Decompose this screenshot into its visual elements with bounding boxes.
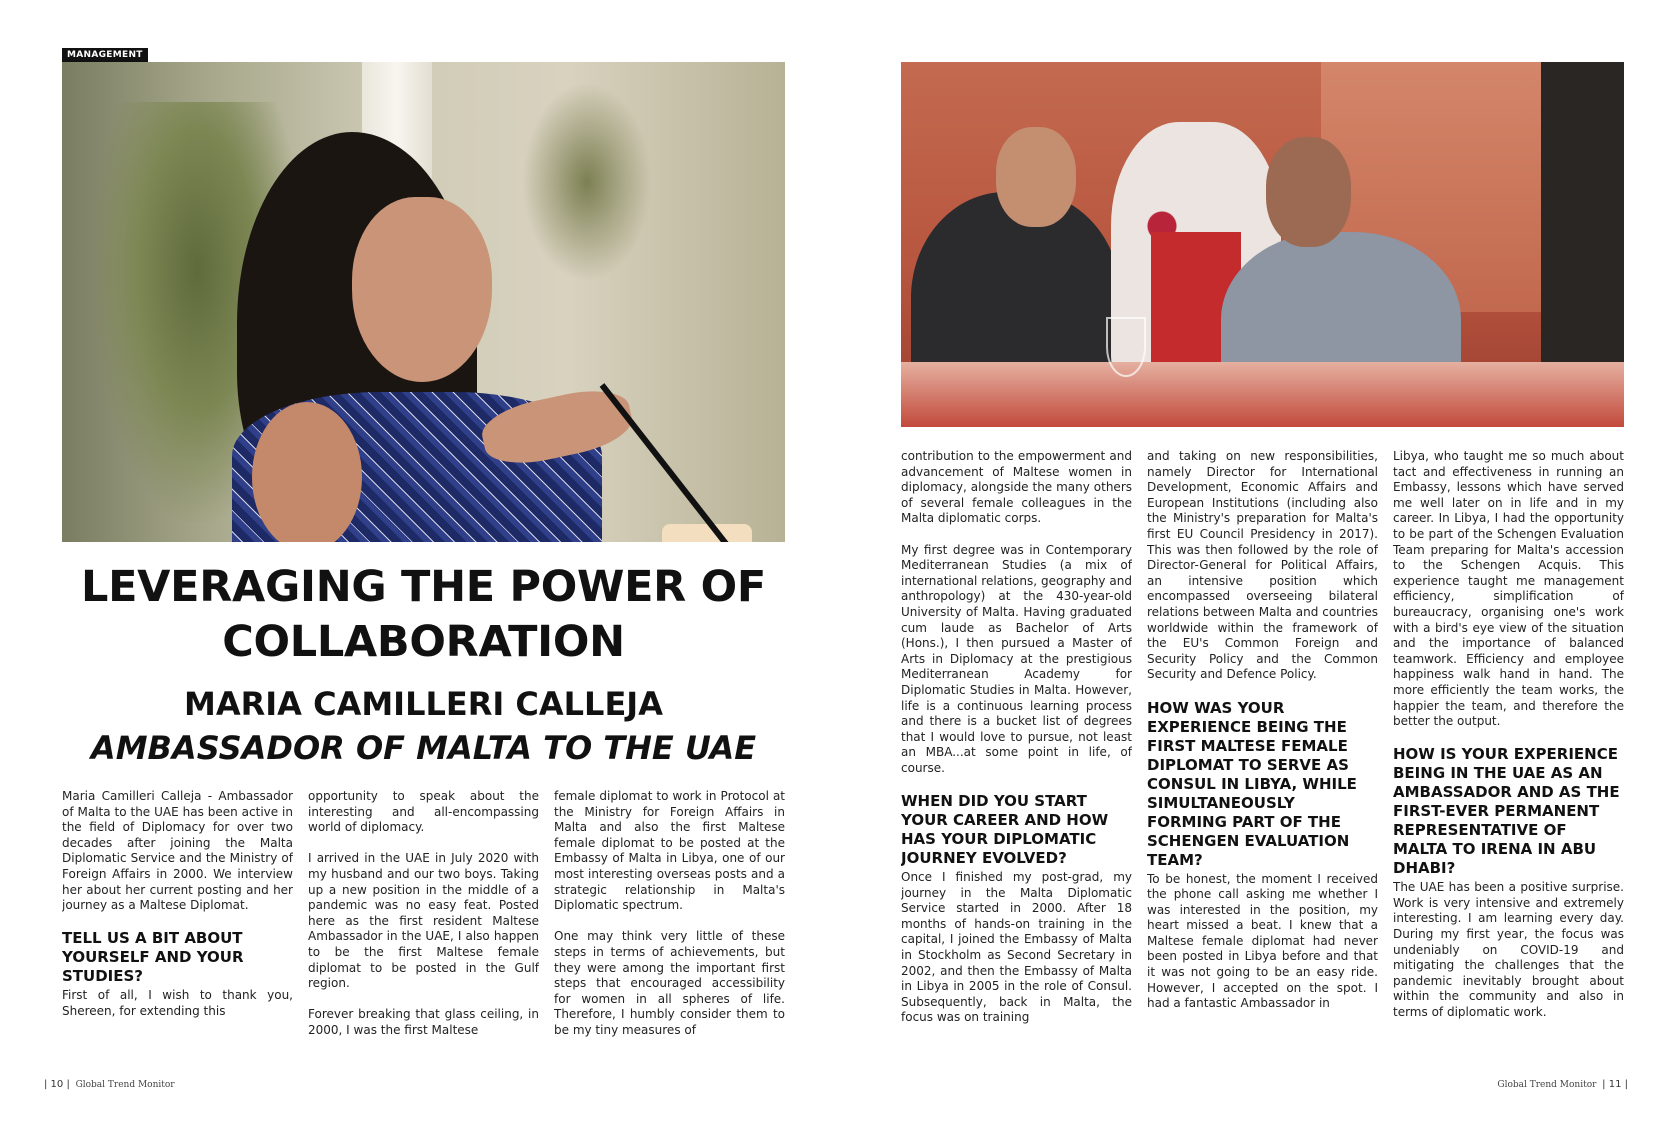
- ambassador-speaking-photo: [62, 62, 785, 542]
- publication-name: Global Trend Monitor: [1497, 1080, 1597, 1090]
- column-1: [62, 789, 293, 1045]
- article-headline: LEVERAGING THE POWER OF COLLABORATION: [80, 562, 766, 667]
- left-footer: [44, 1079, 175, 1090]
- body-paragraph: My first degree was in Contemporary Mediterranean Studies (a mix of international relations, geography and anthropology) at the 430-year-old University of Malta. Having graduated cum laude as Bachelor of Arts (Hons.), I then pursued a Master of Arts in Diplomacy at the prestigious Mediterranean Academy for Diplomatic Studies in Malta. However, life is a continuous learning process and there is a bucket list of degrees that I would love to pursue, not least an MBA...at some point in life, of course.: [901, 542, 1132, 775]
- publication-name: Global Trend Monitor: [75, 1080, 175, 1090]
- body-paragraph: Once I finished my post-grad, my journey in the Malta Diplomatic Service started in 2000. After 18 months of hands-on training in the capital, I joined the Embassy of Malta in Stockholm as Second Secretary in 2002, and then the Embassy of Malta in Libya in 2005 in the role of Consul. Subsequently, back in Malta, the focus was on training: [901, 870, 1132, 1025]
- dinner-meeting-photo: [901, 62, 1624, 427]
- column-2: [308, 789, 539, 1045]
- question-heading: TELL US A BIT ABOUT YOURSELF AND YOUR STUDIES?: [62, 929, 244, 986]
- question-heading: HOW IS YOUR EXPERIENCE BEING IN THE UAE AS AN AMBASSADOR AND AS THE FIRST-EVER PERMANENT REPRESENTATIVE OF MALTA TO IRENA IN ABU DHABI?: [1393, 745, 1620, 878]
- body-paragraph: and taking on new responsibilities, namely Director for International Development, Economic Affairs and European Institutions (including also the Ministry's preparation for Malta's first EU Council Presidency in 2017). This was then followed by the role of Director-General for Political Affairs, an intensive position which encompassed overseeing bilateral relations between Malta and countries worldwide within the framework of the EU's Common Foreign and Security Policy and the Common Security and Defence Policy.: [1147, 449, 1378, 682]
- author-role: AMBASSADOR OF MALTA TO THE UAE: [90, 729, 757, 767]
- body-paragraph: Libya, who taught me so much about tact and effectiveness in running an Embassy, lessons which have served me well later on in life and in my career. In Libya, I had the opportunity to be part of the Schengen Evaluation Team preparing for Malta's accession to the Schengen Acquis. This experience taught me management efficiency, simplification of bureaucracy, organising one's work with a bird's eye view of the situation and the importance of balanced teamwork. Efficiency and employee happiness walk hand in hand. The more efficiently the team works, the happier the team, and therefore the better the output.: [1393, 449, 1624, 729]
- question-heading: HOW WAS YOUR EXPERIENCE BEING THE FIRST MALTESE FEMALE DIPLOMAT TO SERVE AS CONSUL IN LIBYA, WHILE SIMULTANEOUSLY FORMING PART OF THE SCHENGEN EVALUATION TEAM?: [1147, 698, 1357, 869]
- intro-paragraph: Maria Camilleri Calleja - Ambassador of Malta to the UAE has been active in the field of Diplomacy for over two decades after joining the Malta Diplomatic Service and the Ministry of Foreign Affairs in 2000. We interview her about her current posting and her journey as a Maltese Diplomat.: [62, 789, 293, 913]
- body-paragraph: First of all, I wish to thank you, Shereen, for extending this: [62, 988, 293, 1018]
- column-3: [554, 789, 785, 1045]
- right-page: [839, 0, 1678, 1126]
- column-6: [1393, 449, 1624, 1045]
- page-number: | 11 |: [1602, 1079, 1628, 1090]
- column-4: [901, 449, 1132, 1045]
- body-paragraph: Forever breaking that glass ceiling, in 2000, I was the first Maltese: [308, 1007, 539, 1037]
- body-paragraph: To be honest, the moment I received the phone call asking me whether I was interested in the position, my heart missed a beat. I knew that a Maltese female diplomat had never been posted in Libya before and that it was not going to be an easy ride. However, I accepted on the spot. I had a fantastic Ambassador in: [1147, 871, 1378, 1011]
- right-footer: [1497, 1079, 1628, 1090]
- question-heading: WHEN DID YOU START YOUR CAREER AND HOW HAS YOUR DIPLOMATIC JOURNEY EVOLVED?: [901, 792, 1109, 868]
- author-name: MARIA CAMILLERI CALLEJA: [184, 685, 663, 723]
- body-paragraph: One may think very little of these steps in terms of achievements, but they were among the important first steps that encouraged accessibility for women in all spheres of life. Therefore, I humbly consider them to be my tiny measures of: [554, 929, 785, 1037]
- column-5: [1147, 449, 1378, 1045]
- body-paragraph: opportunity to speak about the interesting and all-encompassing world of diplomacy.: [308, 789, 539, 835]
- body-paragraph: contribution to the empowerment and advancement of Maltese women in diplomacy, alongside the many others of several female colleagues in the Malta diplomatic corps.: [901, 449, 1132, 526]
- body-paragraph: I arrived in the UAE in July 2020 with my husband and our two boys. Taking up a new position in the middle of a pandemic was no easy feat. Posted here as the first resident Maltese Ambassador in the UAE, I also happen to be the first Maltese female diplomat to be posted in the Gulf region.: [308, 851, 539, 991]
- page-number: | 10 |: [44, 1079, 70, 1090]
- section-tag: MANAGEMENT: [62, 48, 148, 62]
- body-paragraph: female diplomat to work in Protocol at the Ministry for Foreign Affairs in Malta and also the first Maltese female diplomat to be posted at the Embassy of Malta in Libya, one of our most interesting overseas posts and a strategic relationship in Malta's Diplomatic spectrum.: [554, 789, 785, 913]
- body-paragraph: The UAE has been a positive surprise. Work is very intensive and extremely interesting. I am learning every day. During my first year, the focus was undeniably on COVID-19 and mitigating the challenges that the pandemic inevitably brought about within the community and also in terms of diplomatic work.: [1393, 880, 1624, 1020]
